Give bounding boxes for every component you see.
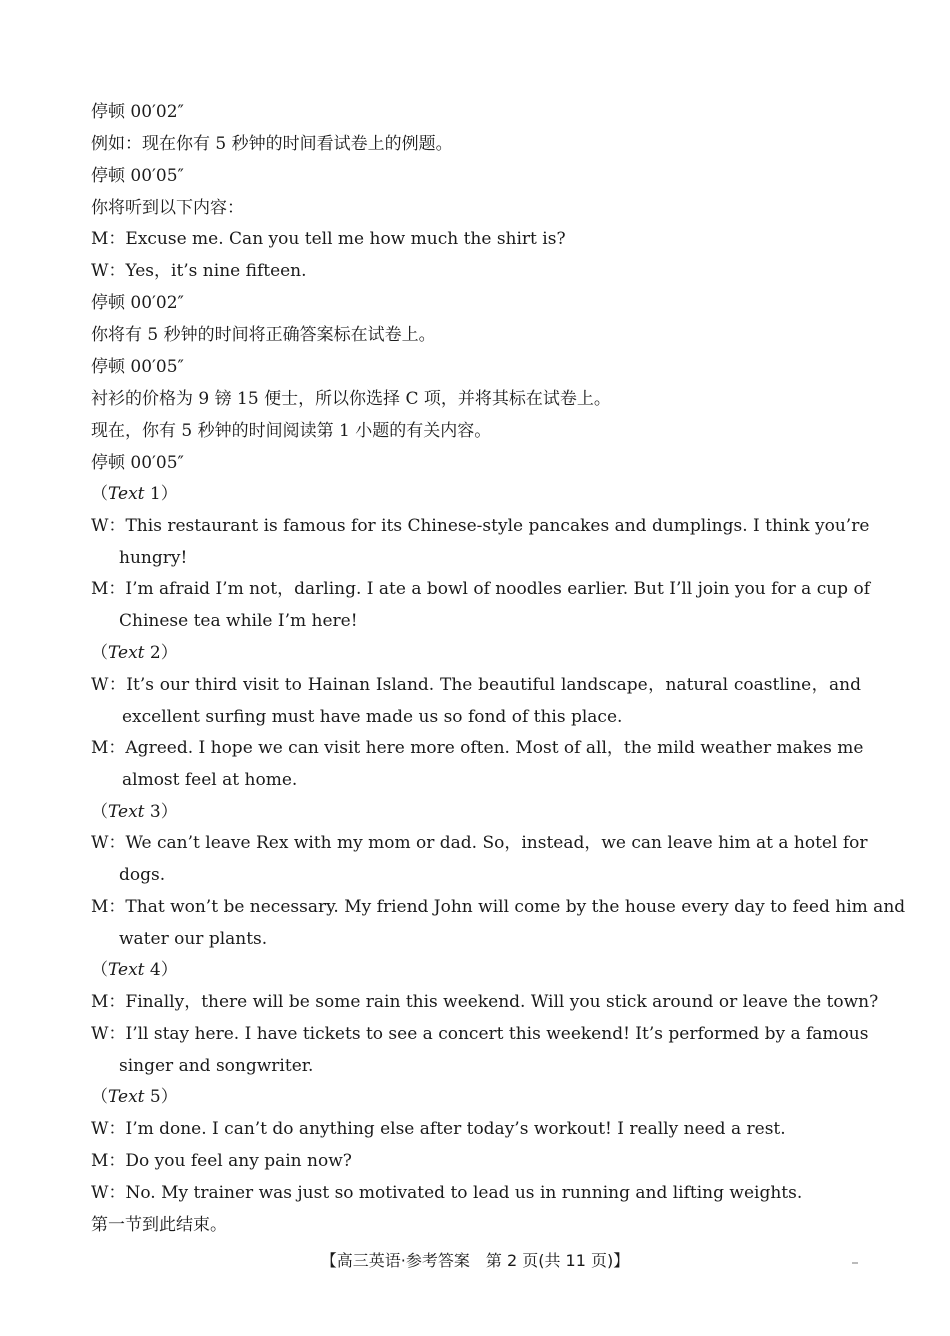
text-label — [91, 483, 178, 505]
dialogue-continuation: singer and songwriter. — [119, 1056, 314, 1076]
dialogue-turn — [91, 674, 861, 728]
label-word: Text — [108, 484, 145, 504]
label-word: Text — [108, 1087, 145, 1107]
label-number: 5） — [144, 1087, 178, 1107]
dialogue-turn — [91, 515, 870, 569]
dialogue-continuation: almost feel at home. — [122, 770, 298, 790]
label-number: 4） — [144, 960, 178, 980]
label-word: Text — [108, 643, 145, 663]
dialogue-first-line: W：We can’t leave Rex with my mom or dad. So，instead，we can leave him at a hotel for — [91, 833, 868, 853]
pause-line: 停顿 00′05″ — [91, 453, 184, 473]
dialogue-turn — [91, 832, 868, 886]
label-word: Text — [108, 960, 145, 980]
dialogue-line: M：Finally，there will be some rain this weekend. Will you stick around or leave the town? — [91, 992, 879, 1012]
label-number: 2） — [144, 643, 178, 663]
pause-line: 停顿 00′02″ — [91, 102, 184, 122]
label-bracket: （ — [91, 1087, 108, 1107]
dialogue-continuation: excellent surfing must have made us so fond of this place. — [122, 707, 623, 727]
text-label — [91, 959, 178, 981]
dialogue-first-line: M：That won’t be necessary. My friend John will come by the house every day to feed him and — [91, 897, 906, 917]
pause-line: 停顿 00′02″ — [91, 293, 184, 313]
dialogue-line: W：I’m done. I can’t do anything else after today’s workout! I really need a rest. — [91, 1119, 786, 1139]
dialogue-turn — [91, 578, 870, 632]
dialogue-continuation: Chinese tea while I’m here! — [119, 611, 358, 631]
dialogue-first-line: W：I’ll stay here. I have tickets to see a concert this weekend! It’s performed by a famous — [91, 1024, 869, 1044]
example-dialogue-line: M：Excuse me. Can you tell me how much the shirt is? — [91, 229, 566, 249]
dialogue-first-line: W：This restaurant is famous for its Chinese-style pancakes and dumplings. I think you’re — [91, 516, 870, 536]
example-instruction: 例如：现在你有 5 秒钟的时间看试卷上的例题。 — [91, 134, 453, 154]
label-word: Text — [108, 802, 145, 822]
dialogue-turn — [91, 1023, 869, 1077]
dialogue-continuation: hungry! — [119, 548, 188, 568]
listen-instruction: 你将听到以下内容： — [91, 198, 244, 218]
dialogue-turn — [91, 896, 906, 950]
label-bracket: （ — [91, 643, 108, 663]
dialogue-first-line: M：I’m afraid I’m not，darling. I ate a bowl of noodles earlier. But I’ll join you for a cup of — [91, 579, 870, 599]
pause-line: 停顿 00′05″ — [91, 166, 184, 186]
dialogue-line: M：Do you feel any pain now? — [91, 1151, 352, 1171]
pause-line: 停顿 00′05″ — [91, 357, 184, 377]
dialogue-continuation: dogs. — [119, 865, 166, 885]
dialogue-continuation: water our plants. — [119, 929, 268, 949]
example-dialogue-line: W：Yes，it’s nine fifteen. — [91, 261, 307, 281]
label-number: 3） — [144, 802, 178, 822]
example-explanation: 衬衫的价格为 9 镑 15 便士，所以你选择 C 项，并将其标在试卷上。 — [91, 389, 611, 409]
label-bracket: （ — [91, 484, 108, 504]
page-footer: 【高三英语·参考答案 第 2 页(共 11 页)】 — [320, 1251, 630, 1270]
text-label — [91, 642, 178, 664]
label-number: 1） — [144, 484, 178, 504]
section-end-line: 第一节到此结束。 — [91, 1215, 227, 1235]
text-label — [91, 1086, 178, 1108]
dialogue-line: W：No. My trainer was just so motivated to lead us in running and lifting weights. — [91, 1183, 803, 1203]
dialogue-turn — [91, 737, 864, 791]
dialogue-first-line: M：Agreed. I hope we can visit here more often. Most of all，the mild weather makes me — [91, 738, 864, 758]
read-instruction: 现在，你有 5 秒钟的时间阅读第 1 小题的有关内容。 — [91, 421, 492, 441]
scan-mark — [852, 1262, 858, 1264]
text-label — [91, 801, 178, 823]
mark-instruction: 你将有 5 秒钟的时间将正确答案标在试卷上。 — [91, 325, 436, 345]
label-bracket: （ — [91, 960, 108, 980]
dialogue-first-line: W：It’s our third visit to Hainan Island. The beautiful landscape，natural coastline，and — [91, 675, 861, 695]
label-bracket: （ — [91, 802, 108, 822]
